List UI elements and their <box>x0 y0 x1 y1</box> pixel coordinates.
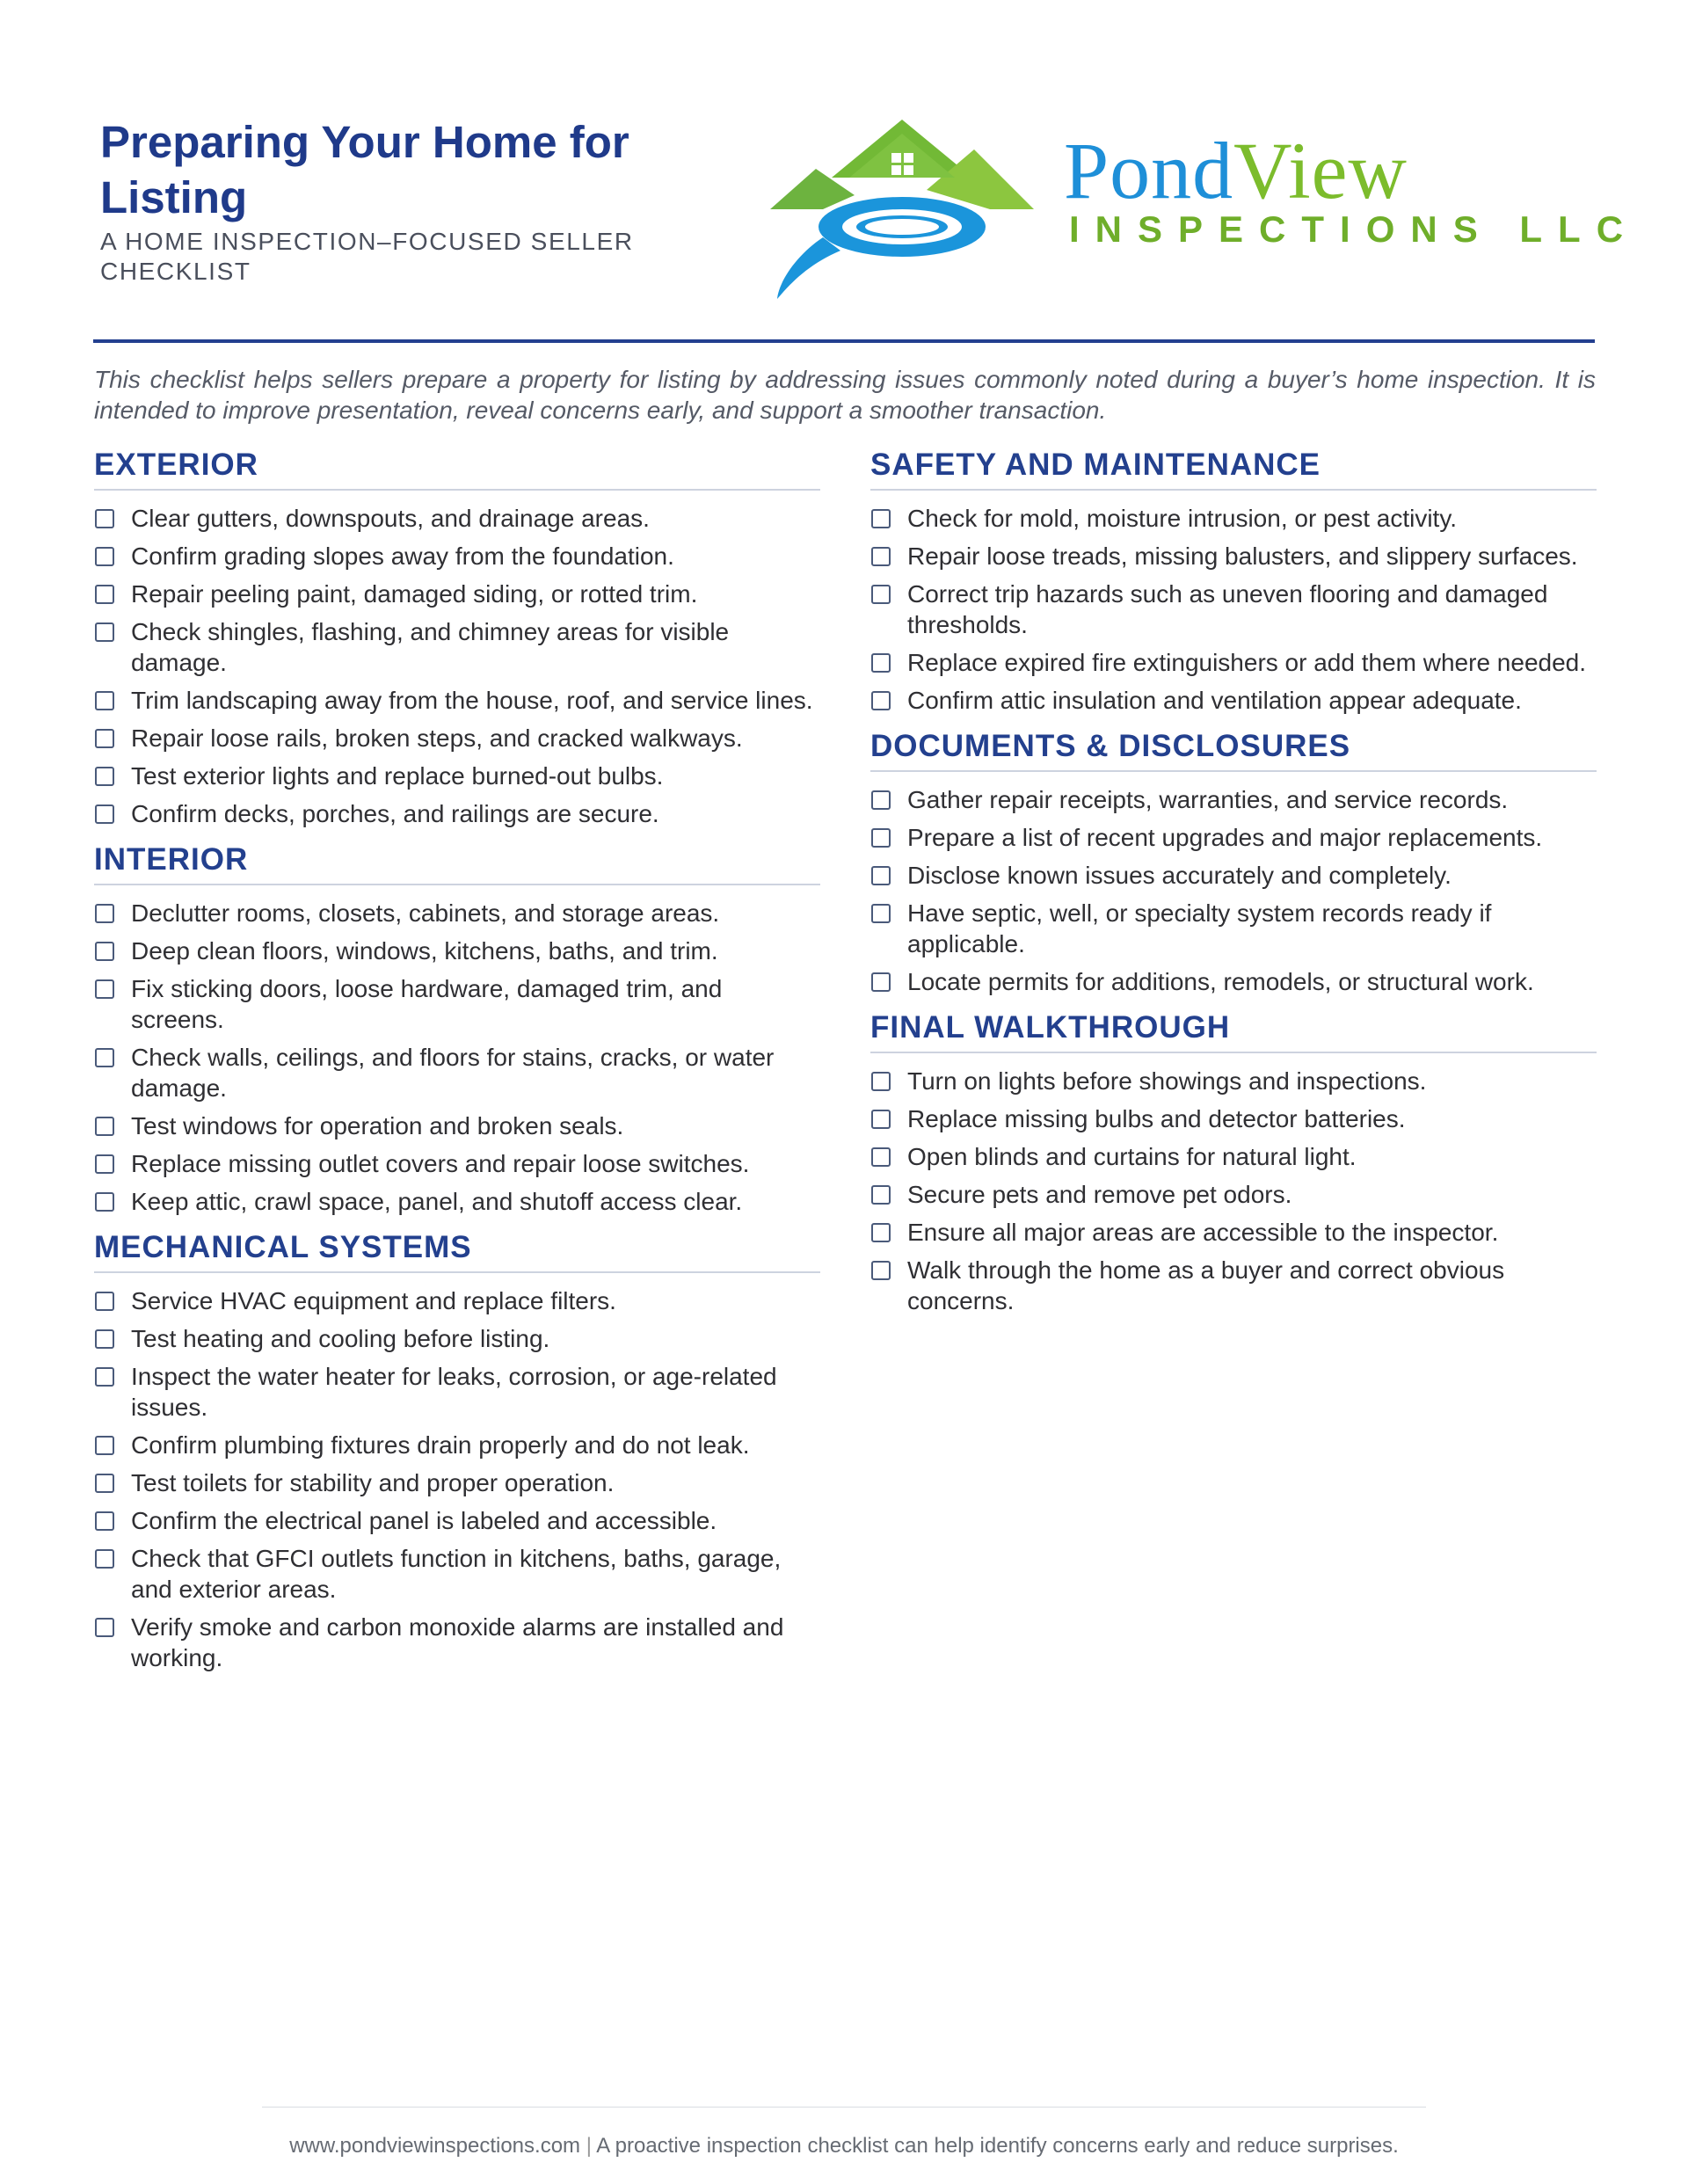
checklist-item <box>94 1361 820 1423</box>
checklist-item-label: Repair loose rails, broken steps, and cracked walkways. <box>131 724 743 752</box>
logo-word-view: View <box>1233 126 1408 215</box>
checklist-item <box>870 503 1597 534</box>
checklist-item <box>94 1430 820 1460</box>
checklist-item <box>870 784 1597 815</box>
checklist-item <box>870 1066 1597 1096</box>
checkbox[interactable] <box>95 1154 114 1174</box>
checklist-item <box>94 1505 820 1536</box>
checklist-item-label: Confirm decks, porches, and railings are secure. <box>131 800 659 827</box>
section-heading: MECHANICAL SYSTEMS <box>94 1224 820 1273</box>
checklist-item-label: Declutter rooms, closets, cabinets, and storage areas. <box>131 899 720 927</box>
checkbox[interactable] <box>95 1474 114 1493</box>
checkbox[interactable] <box>95 1329 114 1349</box>
checkbox[interactable] <box>95 585 114 604</box>
checkbox[interactable] <box>95 729 114 748</box>
checklist-item-label: Confirm grading slopes away from the foundation. <box>131 542 674 570</box>
checklist-item-label: Open blinds and curtains for natural light. <box>907 1143 1357 1170</box>
checklist <box>870 784 1597 997</box>
checklist-item-label: Walk through the home as a buyer and correct obvious concerns. <box>907 1256 1505 1314</box>
checklist-item-label: Service HVAC equipment and replace filters. <box>131 1287 616 1314</box>
checkbox[interactable] <box>871 1185 891 1205</box>
checklist-item <box>870 647 1597 678</box>
checklist-item <box>94 685 820 716</box>
checklist-item <box>94 541 820 571</box>
checklist-item-label: Ensure all major areas are accessible to the inspector. <box>907 1219 1499 1246</box>
right-column <box>870 441 1597 1323</box>
checklist-item <box>94 935 820 966</box>
checklist-item <box>870 822 1597 853</box>
checklist-item-label: Turn on lights before showings and inspections. <box>907 1067 1427 1095</box>
checklist-item-label: Test exterior lights and replace burned-out bulbs. <box>131 762 664 790</box>
checkbox[interactable] <box>871 972 891 992</box>
footer-separator: | <box>586 2134 592 2158</box>
checklist-item-label: Keep attic, crawl space, panel, and shutoff access clear. <box>131 1188 743 1215</box>
checklist-item <box>94 1042 820 1103</box>
checklist-item <box>94 1467 820 1498</box>
checkbox[interactable] <box>95 1436 114 1455</box>
checklist-item <box>94 1285 820 1316</box>
checkbox[interactable] <box>95 767 114 786</box>
checklist-item-label: Trim landscaping away from the house, roof, and service lines. <box>131 687 813 714</box>
checkbox[interactable] <box>95 622 114 642</box>
checklist-item <box>94 1110 820 1141</box>
checklist-item-label: Verify smoke and carbon monoxide alarms are installed and working. <box>131 1613 784 1671</box>
checklist-item <box>870 1255 1597 1316</box>
checklist-item-label: Correct trip hazards such as uneven flooring and damaged thresholds. <box>907 580 1548 638</box>
checklist-item <box>94 616 820 678</box>
checklist-item <box>870 898 1597 959</box>
section-heading: DOCUMENTS & DISCLOSURES <box>870 723 1597 772</box>
checklist-item <box>870 541 1597 571</box>
checkbox[interactable] <box>95 1367 114 1387</box>
section-interior <box>94 836 820 1217</box>
checkbox[interactable] <box>95 691 114 710</box>
section-exterior <box>94 441 820 829</box>
checkbox[interactable] <box>95 1511 114 1531</box>
checkbox[interactable] <box>871 547 891 566</box>
checklist-item-label: Fix sticking doors, loose hardware, damaged trim, and screens. <box>131 975 723 1033</box>
checklist-item-label: Disclose known issues accurately and completely. <box>907 862 1452 889</box>
checklist-item-label: Check shingles, flashing, and chimney areas for visible damage. <box>131 618 730 676</box>
intro-paragraph: This checklist helps sellers prepare a property for listing by addressing issues commonly noted during a buyer’s home inspection. It is intended to improve presentation, reveal concerns early, and support a smoother transaction. <box>94 366 1596 424</box>
footer <box>0 2133 1688 2159</box>
logo-wordmark <box>1064 126 1408 215</box>
checklist <box>94 1285 820 1673</box>
checklist-item <box>94 503 820 534</box>
checklist-item <box>94 1186 820 1217</box>
checkbox[interactable] <box>871 1223 891 1242</box>
page-title: Preparing Your Home for Listing <box>100 117 629 222</box>
checkbox[interactable] <box>871 653 891 673</box>
page-subtitle: A HOME INSPECTION–FOCUSED SELLER CHECKLIST <box>100 228 634 285</box>
checkbox[interactable] <box>871 866 891 885</box>
checkbox[interactable] <box>871 1147 891 1167</box>
checklist-item-label: Gather repair receipts, warranties, and service records. <box>907 786 1509 813</box>
checkbox[interactable] <box>871 828 891 848</box>
checklist-item <box>94 973 820 1035</box>
checkbox[interactable] <box>95 1192 114 1212</box>
checkbox[interactable] <box>95 509 114 528</box>
checkbox[interactable] <box>95 1292 114 1311</box>
checklist <box>94 898 820 1217</box>
checklist <box>94 503 820 829</box>
checkbox[interactable] <box>871 1261 891 1280</box>
checklist-item-label: Confirm attic insulation and ventilation appear adequate. <box>907 687 1522 714</box>
checkbox[interactable] <box>871 1110 891 1129</box>
checklist-item <box>94 761 820 791</box>
section-heading: SAFETY AND MAINTENANCE <box>870 441 1597 491</box>
checklist-item-label: Prepare a list of recent upgrades and major replacements. <box>907 824 1543 851</box>
checklist-item <box>870 1217 1597 1248</box>
checklist <box>870 503 1597 716</box>
checkbox[interactable] <box>95 547 114 566</box>
checklist-item <box>94 1148 820 1179</box>
footer-divider <box>262 2107 1426 2108</box>
company-logo <box>770 114 1640 303</box>
checklist-item-label: Replace missing outlet covers and repair loose switches. <box>131 1150 750 1177</box>
checkbox[interactable] <box>871 790 891 810</box>
checklist-item-label: Secure pets and remove pet odors. <box>907 1181 1292 1208</box>
checklist-item <box>94 723 820 753</box>
checklist-item-label: Replace missing bulbs and detector batteries. <box>907 1105 1406 1132</box>
checklist-item <box>870 860 1597 891</box>
checklist-item-label: Locate permits for additions, remodels, or structural work. <box>907 968 1534 995</box>
section-final-walkthrough <box>870 1004 1597 1316</box>
logo-house-pond-icon <box>770 114 1069 303</box>
checkbox[interactable] <box>871 691 891 710</box>
checkbox[interactable] <box>871 1072 891 1091</box>
section-mechanical-systems <box>94 1224 820 1673</box>
checklist-item-label: Confirm the electrical panel is labeled and accessible. <box>131 1507 717 1534</box>
header-divider <box>93 339 1595 343</box>
checklist-item <box>870 685 1597 716</box>
checkbox[interactable] <box>95 1549 114 1569</box>
checklist-item <box>870 1103 1597 1134</box>
left-column <box>94 441 820 1680</box>
checkbox[interactable] <box>95 804 114 824</box>
checkbox[interactable] <box>95 1618 114 1637</box>
checklist-item <box>94 579 820 609</box>
checkbox[interactable] <box>95 979 114 999</box>
checkbox[interactable] <box>95 1117 114 1136</box>
checklist-item-label: Test toilets for stability and proper operation. <box>131 1469 615 1496</box>
logo-tagline: INSPECTIONS LLC <box>1069 208 1640 250</box>
checklist-item-label: Test windows for operation and broken seals. <box>131 1112 624 1139</box>
checklist-item-label: Inspect the water heater for leaks, corrosion, or age-related issues. <box>131 1363 777 1421</box>
logo-word-pond: Pond <box>1064 126 1234 215</box>
checklist-item-label: Test heating and cooling before listing. <box>131 1325 550 1352</box>
checkbox[interactable] <box>95 942 114 961</box>
section-documents-and-disclosures <box>870 723 1597 997</box>
checklist-item <box>870 579 1597 640</box>
checklist-item <box>870 1141 1597 1172</box>
checklist-item-label: Check that GFCI outlets function in kitchens, baths, garage, and exterior areas. <box>131 1545 782 1603</box>
section-heading: FINAL WALKTHROUGH <box>870 1004 1597 1053</box>
checklist-item <box>94 898 820 928</box>
checklist-item-label: Repair peeling paint, damaged siding, or rotted trim. <box>131 580 698 608</box>
checkbox[interactable] <box>871 585 891 604</box>
section-safety-and-maintenance <box>870 441 1597 716</box>
checkbox[interactable] <box>95 904 114 923</box>
checklist-item-label: Check for mold, moisture intrusion, or pest activity. <box>907 505 1458 532</box>
checklist-item-label: Repair loose treads, missing balusters, and slippery surfaces. <box>907 542 1578 570</box>
checklist-item <box>94 798 820 829</box>
checkbox[interactable] <box>871 904 891 923</box>
checklist-item-label: Check walls, ceilings, and floors for stains, cracks, or water damage. <box>131 1044 775 1102</box>
checklist-item <box>870 1179 1597 1210</box>
checkbox[interactable] <box>871 509 891 528</box>
checklist-item <box>94 1323 820 1354</box>
checklist-item-label: Replace expired fire extinguishers or add them where needed. <box>907 649 1587 676</box>
checklist-item-label: Have septic, well, or specialty system records ready if applicable. <box>907 899 1492 957</box>
footer-text: A proactive inspection checklist can help identify concerns early and reduce surprises. <box>596 2134 1399 2158</box>
checklist-item <box>94 1543 820 1605</box>
checklist-item <box>870 966 1597 997</box>
checklist-item-label: Confirm plumbing fixtures drain properly and do not leak. <box>131 1431 750 1459</box>
checklist <box>870 1066 1597 1316</box>
section-heading: INTERIOR <box>94 836 820 885</box>
footer-url: www.pondviewinspections.com <box>289 2134 581 2158</box>
checklist-item <box>94 1612 820 1673</box>
checkbox[interactable] <box>95 1048 114 1067</box>
section-heading: EXTERIOR <box>94 441 820 491</box>
checklist-item-label: Deep clean floors, windows, kitchens, baths, and trim. <box>131 937 718 965</box>
checklist-item-label: Clear gutters, downspouts, and drainage areas. <box>131 505 650 532</box>
